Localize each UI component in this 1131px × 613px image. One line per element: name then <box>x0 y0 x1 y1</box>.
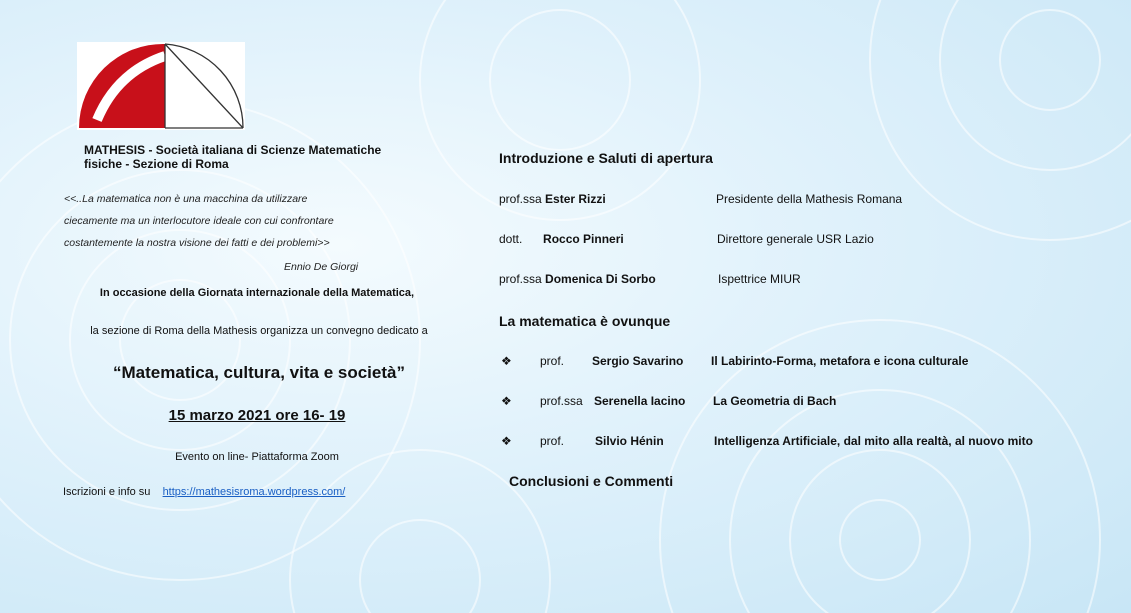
talk-topic: La Geometria di Bach <box>713 394 837 408</box>
organization-name <box>84 143 414 171</box>
greeting-row <box>499 232 624 246</box>
greeting-title: prof.ssa <box>499 272 542 286</box>
talk-topic: Intelligenza Artificiale, dal mito alla realtà, al nuovo mito <box>714 434 1033 448</box>
greeting-title: prof.ssa <box>499 192 542 206</box>
talks-heading: La matematica è ovunque <box>499 313 671 329</box>
registration-link[interactable]: https://mathesisroma.wordpress.com/ <box>162 486 346 498</box>
greeting-row <box>499 192 606 206</box>
greeting-role: Ispettrice MIUR <box>718 272 801 286</box>
quote-author: Ennio De Giorgi <box>284 261 359 273</box>
quote-line1: <<..La matematica non è una macchina da utilizzare <box>64 193 308 205</box>
quote-line3: costantemente la nostra visione dei fatti e dei problemi>> <box>64 237 330 249</box>
talk-title: prof. <box>540 434 565 448</box>
organization-line1: MATHESIS - Società italiana di Scienze Matematiche <box>84 143 382 157</box>
talk-speaker: Silvio Hénin <box>595 434 664 448</box>
closing-heading: Conclusioni e Commenti <box>509 473 674 489</box>
quote-line2: ciecamente ma un interlocutore ideale con cui confrontare <box>64 215 334 227</box>
greeting-name: Rocco Pinneri <box>543 232 624 246</box>
registration-label: Iscrizioni e info su <box>63 486 151 498</box>
event-title: “Matematica, cultura, vita e società” <box>113 363 405 382</box>
bullet-icon: ❖ <box>501 394 512 408</box>
talk-speaker: Serenella Iacino <box>594 394 686 408</box>
event-platform: Evento on line- Piattaforma Zoom <box>175 451 339 463</box>
greeting-title: dott. <box>499 232 523 246</box>
organizer-text: la sezione di Roma della Mathesis organizza un convegno dedicato a <box>90 325 428 337</box>
bullet-icon: ❖ <box>501 434 512 448</box>
mathesis-logo <box>77 42 245 130</box>
greeting-role: Direttore generale USR Lazio <box>717 232 874 246</box>
intro-heading: Introduzione e Saluti di apertura <box>499 150 713 166</box>
greeting-name: Domenica Di Sorbo <box>545 272 656 286</box>
organization-line2: fisiche - Sezione di Roma <box>84 157 229 171</box>
talk-title: prof.ssa <box>540 394 583 408</box>
greeting-name: Ester Rizzi <box>545 192 606 206</box>
greeting-role: Presidente della Mathesis Romana <box>716 192 903 206</box>
greeting-row <box>499 272 656 286</box>
event-date: 15 marzo 2021 ore 16- 19 <box>168 407 346 424</box>
talk-topic: Il Labirinto-Forma, metafora e icona culturale <box>711 354 969 368</box>
bullet-icon: ❖ <box>501 354 512 368</box>
talk-title: prof. <box>540 354 565 368</box>
occasion-text: In occasione della Giornata internazionale della Matematica, <box>99 287 415 299</box>
talk-speaker: Sergio Savarino <box>592 354 684 368</box>
registration-line <box>63 486 345 498</box>
